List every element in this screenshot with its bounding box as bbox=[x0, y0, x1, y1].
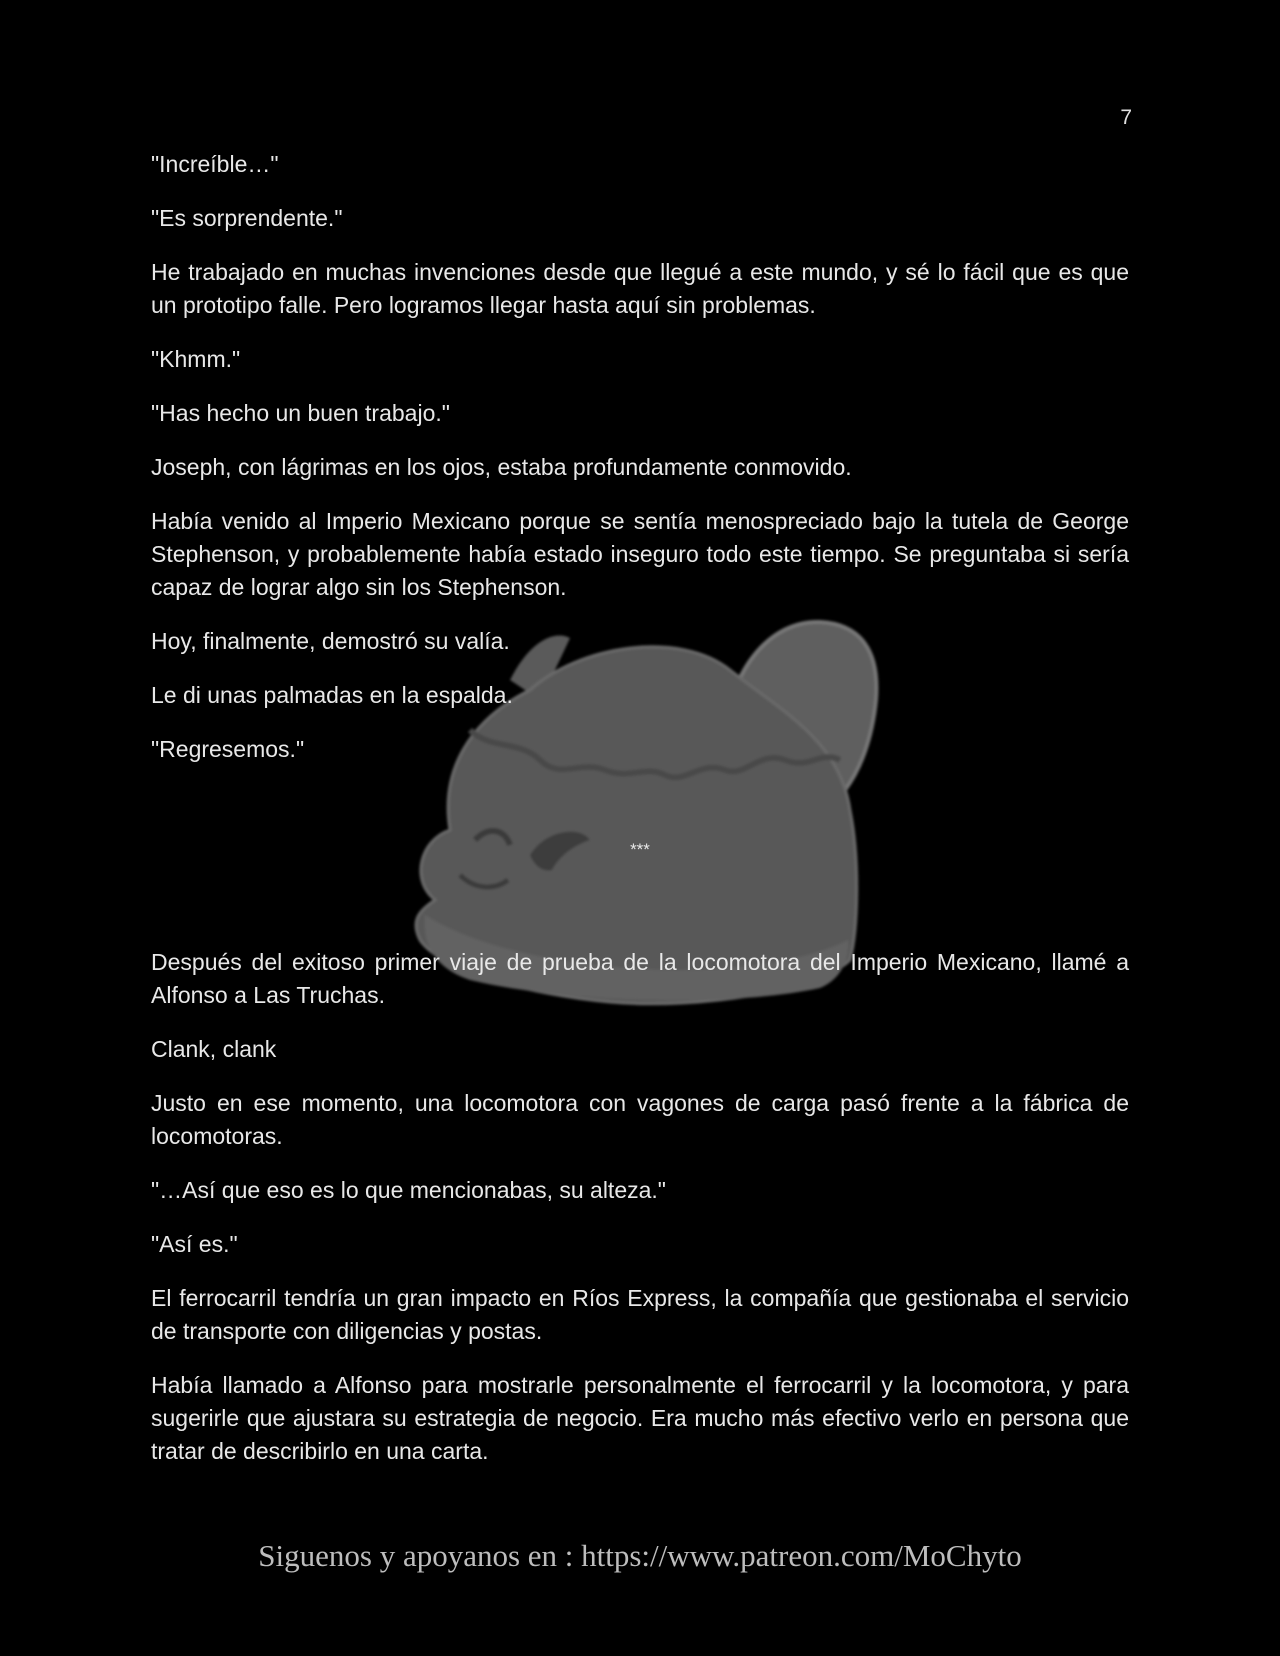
paragraph: "Has hecho un buen trabajo." bbox=[151, 400, 450, 426]
paragraph: Le di unas palmadas en la espalda. bbox=[151, 682, 513, 708]
paragraph: Justo en ese momento, una locomotora con vagones de carga pasó frente a la fábrica de locomotoras. bbox=[151, 1090, 1129, 1149]
paragraph: Había venido al Imperio Mexicano porque se sentía menospreciado bajo la tutela de George Stephenson, y probablemente había estado inseguro todo este tiempo. Se preguntaba si sería capaz de lograr algo sin los Stephenson. bbox=[151, 508, 1129, 600]
paragraph: Hoy, finalmente, demostró su valía. bbox=[151, 628, 510, 654]
paragraph: "Increíble…" bbox=[151, 151, 279, 177]
paragraph: "…Así que eso es lo que mencionabas, su alteza." bbox=[151, 1177, 666, 1203]
chapter-text bbox=[151, 148, 1129, 1489]
scene-separator: *** bbox=[630, 840, 650, 859]
paragraph: He trabajado en muchas invenciones desde que llegué a este mundo, y sé lo fácil que es que un prototipo falle. Pero logramos llegar hasta aquí sin problemas. bbox=[151, 259, 1129, 318]
paragraph: "Así es." bbox=[151, 1231, 238, 1257]
paragraph: El ferrocarril tendría un gran impacto en Ríos Express, la compañía que gestionaba el servicio de transporte con diligencias y postas. bbox=[151, 1285, 1129, 1344]
page-number: 7 bbox=[1120, 106, 1132, 129]
paragraph: Había llamado a Alfonso para mostrarle personalmente el ferrocarril y la locomotora, y para sugerirle que ajustara su estrategia de negocio. Era mucho más efectivo verlo en persona que tratar de describirlo en una carta. bbox=[151, 1372, 1129, 1464]
paragraph: "Es sorprendente." bbox=[151, 205, 343, 231]
paragraph: Clank, clank bbox=[151, 1036, 277, 1062]
paragraph: Después del exitoso primer viaje de prueba de la locomotora del Imperio Mexicano, llamé a Alfonso a Las Truchas. bbox=[151, 949, 1129, 1008]
paragraph: Joseph, con lágrimas en los ojos, estaba profundamente conmovido. bbox=[151, 454, 852, 480]
paragraph: "Khmm." bbox=[151, 346, 241, 372]
paragraph: "Regresemos." bbox=[151, 736, 305, 762]
patreon-footer: Siguenos y apoyanos en : https://www.patreon.com/MoChyto bbox=[258, 1538, 1022, 1573]
